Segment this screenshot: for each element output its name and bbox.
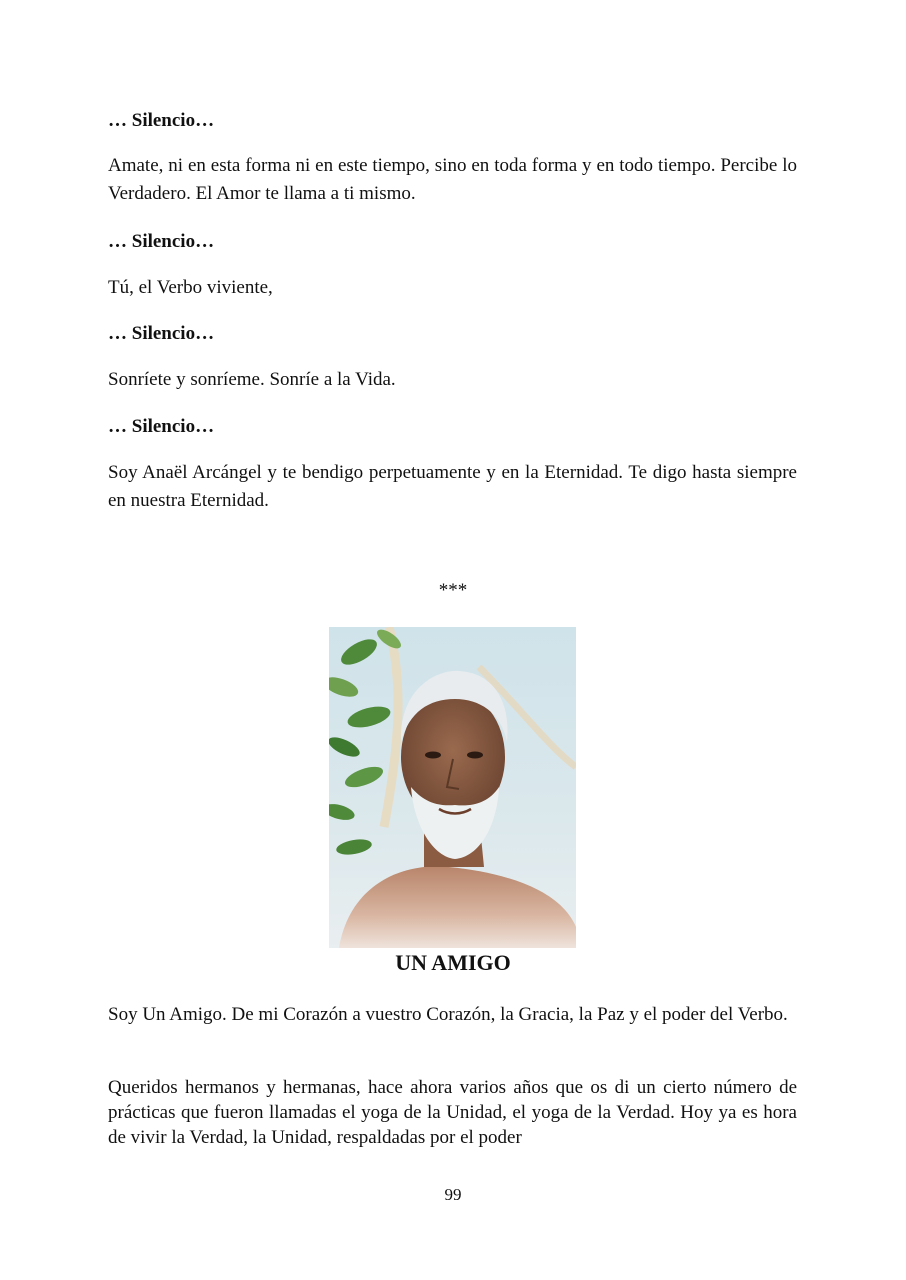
paragraph-friend-intro: Soy Un Amigo. De mi Corazón a vuestro Corazón, la Gracia, la Paz y el poder del Verbo.	[108, 1004, 788, 1025]
silence-line-2: … Silencio…	[108, 231, 215, 252]
section-separator: ***	[438, 580, 468, 601]
paragraph-smile: Sonríete y sonríeme. Sonríe a la Vida.	[108, 369, 396, 390]
silence-line-3: … Silencio…	[108, 323, 215, 344]
paragraph-dear-brothers: Queridos hermanos y hermanas, hace ahora varios años que os di un cierto número de prácticas que fueron llamadas el yoga de la Unidad, el yoga de la Verdad. Hoy ya es hora de vivir la Verdad, la Unidad, respaldadas por el poder	[108, 1077, 797, 1148]
silence-line-1: … Silencio…	[108, 110, 215, 131]
portrait-photo	[329, 627, 576, 948]
section-title: UN AMIGO	[395, 950, 511, 975]
paragraph-living-word: Tú, el Verbo viviente,	[108, 277, 273, 298]
paragraph-blessing: Soy Anaël Arcángel y te bendigo perpetuamente y en la Eternidad. Te digo hasta siempre en nuestra Eternidad.	[108, 462, 797, 511]
paragraph-love-yourself: Amate, ni en esta forma ni en este tiempo, sino en toda forma y en todo tiempo. Percibe lo Verdadero. El Amor te llama a ti mismo.	[108, 155, 797, 204]
silence-line-4: … Silencio…	[108, 416, 215, 437]
page-number: 99	[444, 1185, 462, 1204]
